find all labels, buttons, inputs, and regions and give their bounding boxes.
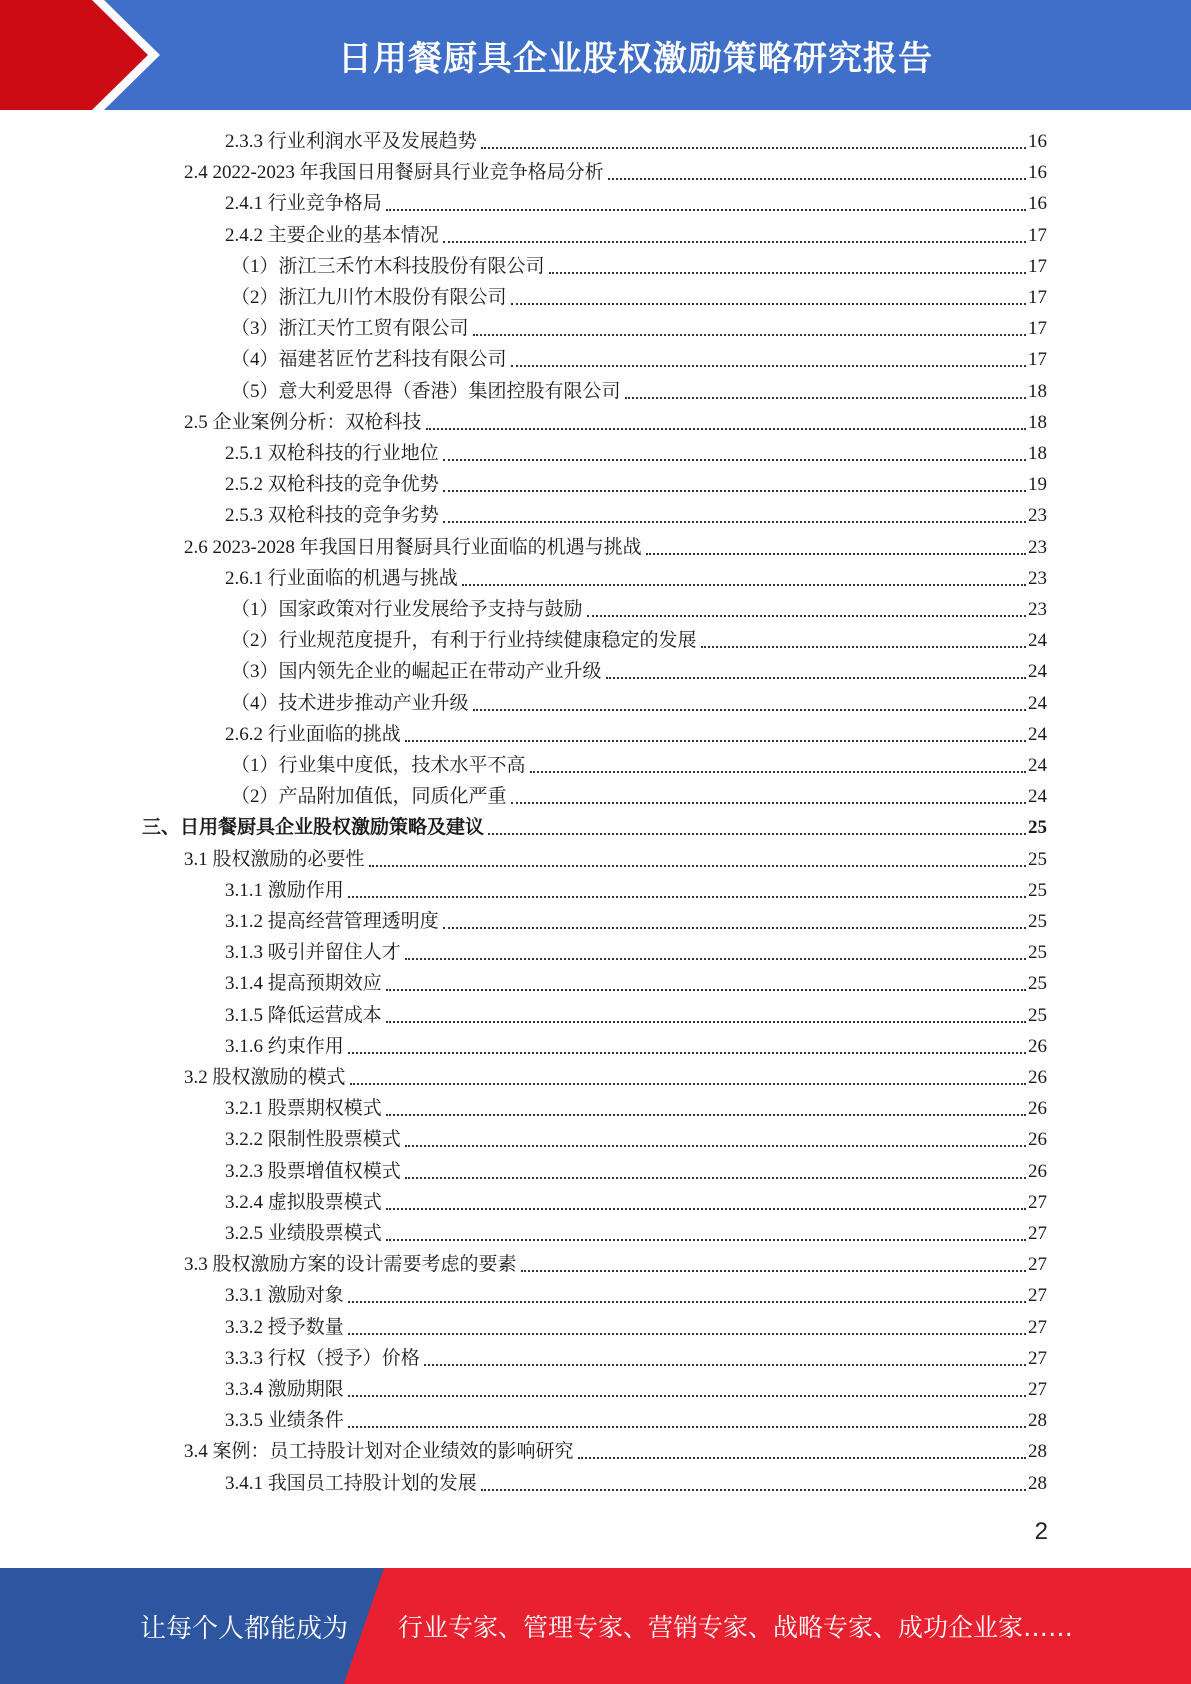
- toc-entry-label: （2）行业规范度提升，有利于行业持续健康稳定的发展: [231, 630, 697, 652]
- toc-entry-page: 28: [1028, 1410, 1047, 1432]
- toc-entry-page: 24: [1028, 630, 1047, 652]
- toc-dot-leader: [646, 553, 1026, 555]
- toc-dot-leader: [530, 771, 1026, 773]
- toc-dot-leader: [348, 1301, 1026, 1303]
- toc-entry-page: 26: [1028, 1067, 1047, 1088]
- toc-entry-label: （2）浙江九川竹木股份有限公司: [231, 287, 507, 308]
- toc-entry-label: （4）福建茗匠竹艺科技有限公司: [231, 349, 507, 371]
- toc-entry-page: 25: [1028, 1004, 1047, 1026]
- toc-entry-label: 3.4.1 我国员工持股计划的发展: [225, 1472, 477, 1494]
- toc-dot-leader: [473, 334, 1026, 336]
- toc-dot-leader: [488, 833, 1026, 835]
- toc-entry[interactable]: [225, 564, 1047, 592]
- toc-entry-label: 三、日用餐厨具企业股权激励策略及建议: [142, 817, 485, 839]
- toc-dot-leader: [369, 865, 1026, 867]
- toc-entry-label: 2.6 2023-2028 年我国日用餐厨具行业面临的机遇与挑战: [184, 536, 642, 558]
- toc-dot-leader: [386, 1239, 1026, 1241]
- toc-entry-label: 2.4 2022-2023 年我国日用餐厨具行业竞争格局分析: [184, 162, 604, 184]
- toc-entry-page: 17: [1028, 318, 1047, 340]
- toc-entry-label: 2.5.1 双枪科技的行业地位: [225, 443, 439, 464]
- toc-entry-label: 2.6.2 行业面临的挑战: [225, 723, 401, 745]
- toc-entry[interactable]: [231, 657, 1047, 685]
- toc-entry-label: （1）行业集中度低，技术水平不高: [231, 755, 526, 776]
- toc-entry-page: 28: [1028, 1472, 1047, 1494]
- page-number: 2: [1034, 1518, 1048, 1545]
- toc-entry-page: 26: [1028, 1160, 1047, 1182]
- toc-entry-label: 3.3.1 激励对象: [225, 1285, 344, 1307]
- toc-entry-page: 26: [1028, 1035, 1047, 1057]
- toc-dot-leader: [386, 989, 1026, 991]
- toc-dot-leader: [405, 958, 1026, 960]
- toc-entry[interactable]: [231, 751, 1047, 779]
- toc-entry-page: 27: [1028, 1285, 1047, 1307]
- toc-entry-label: 3.1 股权激励的必要性: [184, 848, 365, 870]
- toc-dot-leader: [481, 1489, 1026, 1491]
- toc-entry-page: 17: [1028, 255, 1047, 277]
- toc-entry[interactable]: [225, 127, 1047, 155]
- toc-entry[interactable]: [231, 626, 1047, 654]
- toc-dot-leader: [386, 1114, 1026, 1116]
- toc-dot-leader: [424, 1364, 1026, 1366]
- toc-entry-page: 25: [1028, 911, 1047, 932]
- toc-entry-page: 25: [1028, 848, 1047, 870]
- toc-entry-label: 3.1.2 提高经营管理透明度: [225, 911, 439, 932]
- toc-entry[interactable]: [225, 1219, 1047, 1247]
- toc-entry-label: 2.5.3 双枪科技的竞争劣势: [225, 505, 439, 527]
- toc-entry-page: 16: [1028, 131, 1047, 152]
- toc-entry[interactable]: [225, 1281, 1047, 1309]
- toc-entry-page: 23: [1028, 505, 1047, 527]
- toc-entry-label: 2.6.1 行业面临的机遇与挑战: [225, 567, 458, 589]
- toc-dot-leader: [473, 709, 1026, 711]
- toc-entry[interactable]: [225, 938, 1047, 966]
- toc-dot-leader: [521, 1270, 1026, 1272]
- toc-entry[interactable]: [225, 876, 1047, 904]
- toc-entry[interactable]: [184, 533, 1047, 561]
- toc-entry-page: 25: [1028, 973, 1047, 995]
- toc-entry[interactable]: [225, 1375, 1047, 1403]
- toc-entry-label: 2.5 企业案例分析：双枪科技: [184, 411, 422, 433]
- toc-entry-page: 23: [1028, 599, 1047, 620]
- toc-dot-leader: [386, 1208, 1026, 1210]
- toc-dot-leader: [348, 896, 1026, 898]
- toc-entry-page: 23: [1028, 567, 1047, 589]
- toc-entry[interactable]: [225, 720, 1047, 748]
- toc-entry-label: 3.1.6 约束作用: [225, 1035, 344, 1057]
- toc-dot-leader: [443, 927, 1026, 929]
- toc-dot-leader: [443, 490, 1026, 492]
- toc-dot-leader: [348, 1052, 1026, 1054]
- toc-dot-leader: [625, 397, 1026, 399]
- toc-dot-leader: [386, 1021, 1026, 1023]
- toc-entry-page: 16: [1028, 162, 1047, 184]
- toc-entry[interactable]: [231, 252, 1047, 280]
- toc-entry-page: 24: [1028, 661, 1047, 683]
- toc-entry-label: 3.3.2 授予数量: [225, 1316, 344, 1338]
- toc-entry-page: 16: [1028, 193, 1047, 215]
- toc-dot-leader: [386, 209, 1026, 211]
- toc-entry[interactable]: [225, 221, 1047, 249]
- toc-entry-label: （4）技术进步推动产业升级: [231, 692, 469, 714]
- toc-entry-label: 3.3 股权激励方案的设计需要考虑的要素: [184, 1254, 517, 1276]
- toc-dot-leader: [405, 1145, 1026, 1147]
- toc-dot-leader: [348, 1395, 1026, 1397]
- toc-entry-page: 18: [1028, 380, 1047, 402]
- footer-slogan-left: 让每个人都能成为: [140, 1613, 349, 1644]
- toc-entry-label: 3.2.5 业绩股票模式: [225, 1223, 382, 1244]
- toc-entry-label: 2.3.3 行业利润水平及发展趋势: [225, 131, 477, 152]
- toc-entry-label: 3.4 案例：员工持股计划对企业绩效的影响研究: [184, 1441, 574, 1463]
- toc-entry-page: 28: [1028, 1441, 1047, 1463]
- toc-entry-page: 27: [1028, 1379, 1047, 1400]
- toc-dot-leader: [348, 1426, 1026, 1428]
- toc-entry[interactable]: [231, 689, 1047, 717]
- toc-entry[interactable]: [184, 408, 1047, 436]
- toc-dot-leader: [405, 740, 1026, 742]
- toc-entry[interactable]: [225, 1188, 1047, 1216]
- toc-entry-page: 27: [1028, 1191, 1047, 1213]
- toc-entry[interactable]: [225, 470, 1047, 498]
- header-arrow-graphic: [0, 0, 160, 110]
- toc-entry-label: 2.5.2 双枪科技的竞争优势: [225, 474, 439, 496]
- toc-entry[interactable]: [225, 1001, 1047, 1029]
- toc-entry[interactable]: [142, 813, 1047, 841]
- toc-entry-page: 25: [1028, 942, 1047, 964]
- toc-entry[interactable]: [225, 439, 1047, 467]
- toc-entry[interactable]: [225, 189, 1047, 217]
- footer-slogan-right: 行业专家、管理专家、营销专家、战略专家、成功企业家……: [398, 1613, 1074, 1642]
- toc-entry[interactable]: [225, 1157, 1047, 1185]
- toc-entry-page: 25: [1028, 879, 1047, 901]
- toc-dot-leader: [481, 147, 1026, 149]
- toc-entry-label: （3）国内领先企业的崛起正在带动产业升级: [231, 661, 602, 683]
- toc-entry-label: 3.1.3 吸引并留住人才: [225, 942, 401, 964]
- toc-entry[interactable]: [184, 158, 1047, 186]
- toc-entry-label: 3.3.5 业绩条件: [225, 1410, 344, 1432]
- toc-entry-page: 27: [1028, 1223, 1047, 1244]
- toc-entry-page: 24: [1028, 755, 1047, 776]
- toc-entry-label: 3.3.4 激励期限: [225, 1379, 344, 1400]
- toc-entry-label: 3.2.4 虚拟股票模式: [225, 1191, 382, 1213]
- toc-entry[interactable]: [231, 314, 1047, 342]
- toc-entry-label: 3.1.5 降低运营成本: [225, 1004, 382, 1026]
- toc-entry[interactable]: [225, 1469, 1047, 1497]
- toc-entry-page: 26: [1028, 1098, 1047, 1120]
- toc-dot-leader: [443, 459, 1026, 461]
- toc-entry[interactable]: [225, 1406, 1047, 1434]
- toc-entry-label: （5）意大利爱思得（香港）集团控股有限公司: [231, 380, 621, 402]
- toc-entry[interactable]: [231, 283, 1047, 311]
- toc-entry[interactable]: [225, 1125, 1047, 1153]
- toc-entry-page: 17: [1028, 287, 1047, 308]
- toc-dot-leader: [426, 428, 1026, 430]
- footer-banner: [0, 1568, 1191, 1684]
- toc-dot-leader: [511, 365, 1026, 367]
- toc-entry-page: 24: [1028, 786, 1047, 808]
- toc-dot-leader: [511, 802, 1026, 804]
- toc-entry[interactable]: [231, 782, 1047, 810]
- toc-dot-leader: [443, 241, 1026, 243]
- toc-entry[interactable]: [231, 377, 1047, 405]
- toc-entry[interactable]: [231, 345, 1047, 373]
- toc-dot-leader: [348, 1333, 1026, 1335]
- toc-entry-label: 3.1.4 提高预期效应: [225, 973, 382, 995]
- toc-entry-page: 24: [1028, 723, 1047, 745]
- toc-entry-page: 18: [1028, 411, 1047, 433]
- toc-entry[interactable]: [184, 1250, 1047, 1278]
- toc-entry-label: 3.2 股权激励的模式: [184, 1067, 346, 1088]
- toc-entry-label: （1）国家政策对行业发展给予支持与鼓励: [231, 599, 583, 620]
- report-title: 日用餐厨具企业股权激励策略研究报告: [338, 38, 933, 79]
- toc-entry[interactable]: [225, 969, 1047, 997]
- toc-entry-page: 17: [1028, 349, 1047, 371]
- toc-dot-leader: [608, 178, 1026, 180]
- toc-entry[interactable]: [231, 595, 1047, 623]
- toc-dot-leader: [549, 272, 1026, 274]
- toc-entry[interactable]: [184, 845, 1047, 873]
- toc-entry-label: 3.2.3 股票增值权模式: [225, 1160, 401, 1182]
- toc-entry-page: 27: [1028, 1347, 1047, 1369]
- toc-entry-label: 3.3.3 行权（授予）价格: [225, 1347, 420, 1369]
- toc-dot-leader: [578, 1457, 1026, 1459]
- toc-entry-label: 3.2.1 股票期权模式: [225, 1098, 382, 1120]
- toc-dot-leader: [462, 584, 1026, 586]
- toc-entry-label: 3.2.2 限制性股票模式: [225, 1129, 401, 1151]
- toc-entry-label: 3.1.1 激励作用: [225, 879, 344, 901]
- toc-entry[interactable]: [225, 1032, 1047, 1060]
- toc-entry-label: （3）浙江天竹工贸有限公司: [231, 318, 469, 340]
- toc-entry[interactable]: [184, 1437, 1047, 1465]
- toc-entry-page: 27: [1028, 1316, 1047, 1338]
- toc-dot-leader: [606, 677, 1026, 679]
- report-header: [0, 0, 1191, 110]
- toc-entry-page: 19: [1028, 474, 1047, 496]
- toc-entry-label: 2.4.1 行业竞争格局: [225, 193, 382, 215]
- toc-entry-page: 27: [1028, 1254, 1047, 1276]
- toc-entry[interactable]: [184, 1063, 1047, 1091]
- toc-dot-leader: [405, 1177, 1026, 1179]
- toc-entry-label: （2）产品附加值低，同质化严重: [231, 786, 507, 808]
- toc-entry-page: 26: [1028, 1129, 1047, 1151]
- toc-entry-page: 17: [1028, 224, 1047, 246]
- toc-dot-leader: [350, 1083, 1026, 1085]
- toc-entry-label: （1）浙江三禾竹木科技股份有限公司: [231, 255, 545, 277]
- toc-dot-leader: [511, 303, 1026, 305]
- toc-dot-leader: [587, 615, 1026, 617]
- toc-entry[interactable]: [225, 501, 1047, 529]
- toc-entry[interactable]: [225, 1313, 1047, 1341]
- toc-entry[interactable]: [225, 1094, 1047, 1122]
- toc-entry-label: 2.4.2 主要企业的基本情况: [225, 224, 439, 246]
- toc-entry[interactable]: [225, 1344, 1047, 1372]
- toc-entry-page: 24: [1028, 692, 1047, 714]
- toc-dot-leader: [443, 521, 1026, 523]
- toc-dot-leader: [701, 646, 1026, 648]
- toc-entry-page: 25: [1028, 817, 1047, 839]
- toc-entry[interactable]: [225, 907, 1047, 935]
- toc-entry-page: 23: [1028, 536, 1047, 558]
- toc-entry-page: 18: [1028, 443, 1047, 464]
